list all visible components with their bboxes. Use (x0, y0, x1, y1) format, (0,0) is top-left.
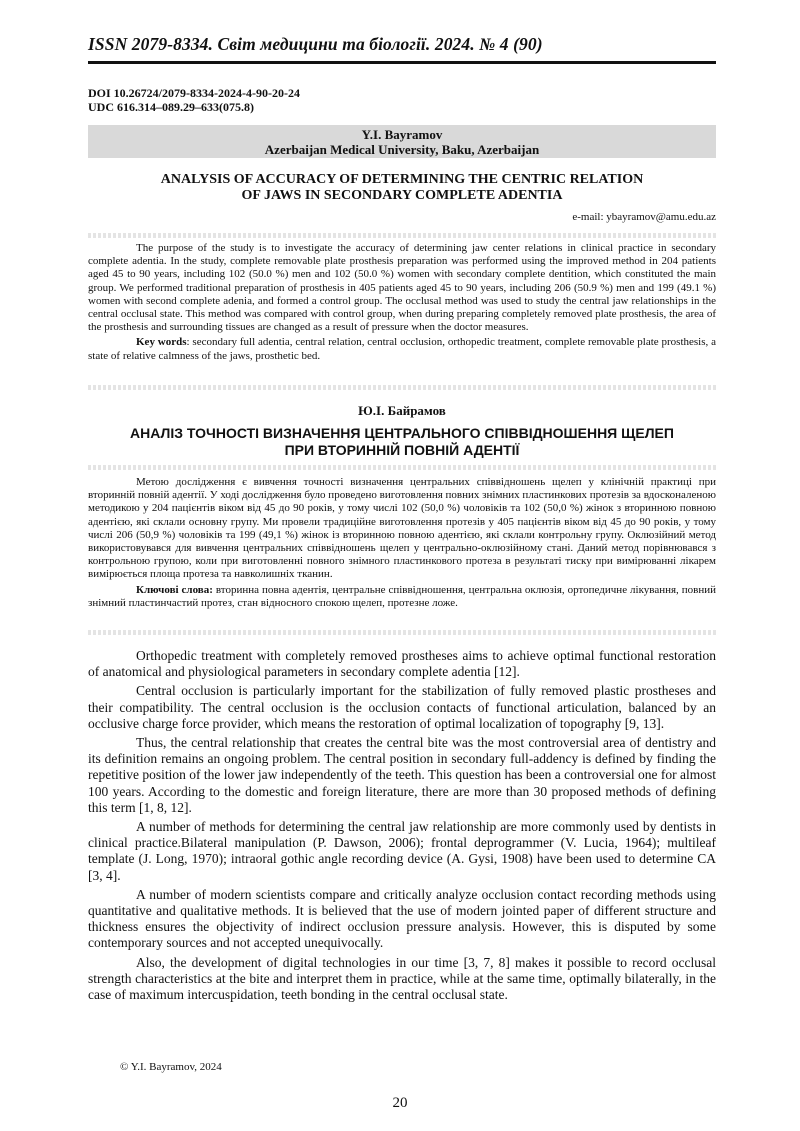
body-paragraph: Central occlusion is particularly important for the stabilization of fully removed plastic prostheses and their compatibility. The central occlusion is the occlusion contacts of functional articulation, balanced by an occlusive charge force provider, which means the restoration of optimal localization of topography [9, 13]. (88, 683, 716, 731)
keywords-en (88, 336, 716, 362)
article-body (88, 648, 716, 1006)
article-title-ua (88, 425, 716, 459)
author-name-en: Y.I. Bayramov (361, 127, 443, 142)
author-block-en (88, 125, 716, 158)
abstract-ua (88, 476, 716, 610)
title-ua-line1: АНАЛІЗ ТОЧНОСТІ ВИЗНАЧЕННЯ ЦЕНТРАЛЬНОГО СПІВВІДНОШЕННЯ ЩЕЛЕП (130, 425, 674, 441)
body-paragraph: Also, the development of digital technologies in our time [3, 7, 8] makes it possible to record occlusal strength characteristics at the bite and interpret them in practice, while at the same time, optimally bilaterally, in the case of maximum intercuspidation, teeth bonding in the central occlusal state. (88, 954, 716, 1003)
journal-header: ISSN 2079-8334. Світ медицини та біології. 2024. № 4 (90) (88, 34, 543, 54)
keywords-ua-label: Ключові слова: (136, 583, 213, 596)
author-affiliation: Azerbaijan Medical University, Baku, Azerbaijan (264, 142, 540, 157)
abstract-en-text: The purpose of the study is to investigate the accuracy of determining jaw center relations in clinical practice in secondary complete adentia. In the study, complete removable plate prosthesis preparation was performed using the improved method in 204 patients aged 45 to 90 years, including 102 (50.0 %) men and 102 (50.0 %) women with secondary complete dentition, which constituted the main group. We performed traditional preparation of prosthesis in 405 patients aged 45 to 90 years, including 206 (50.9 %) men and 199 (49.1 %) women with second complete adenia, and formed a control group. The occlusal method was used to study the central jaw relationships in the central occlusal state. This method was compared with control group, when during preparing completely removed plate prosthesis, the area of the prosthesis and surrounding tissues are changed as a result of pressure when the doctor measures. (88, 242, 716, 334)
body-paragraph: A number of modern scientists compare and critically analyze occlusion contact recording methods using quantitative and qualitative methods. It is believed that the use of modern jointed paper of different structure and thickness ensures the objectivity of indirect occlusion pressure analysis. However, this is disputed by some contemporary sources and not accepted unequivocally. (88, 886, 716, 951)
page-number: 20 (392, 1095, 408, 1111)
copyright-note: © Y.I. Bayramov, 2024 (120, 1061, 222, 1073)
identifiers (88, 86, 300, 114)
body-paragraph: Orthopedic treatment with completely removed prostheses aims to achieve optimal functional restoration of anatomical and physiological parameters in secondary complete adentia [12]. (88, 648, 716, 680)
title-ua-line2: ПРИ ВТОРИННІЙ ПОВНІЙ АДЕНТІЇ (284, 442, 520, 458)
body-paragraph: Thus, the central relationship that creates the central bite was the most controversial area of dentistry and its definition remains an ongoing problem. The central position in secondary full-addency is defined by finding the repetitive position of the lower jaw independently of the teeth. This question has been a controversial one for almost 100 years. According to the domestic and foreign literature, there are more than 30 proposed methods of defining this term [1, 8, 12]. (88, 735, 716, 815)
abstract-en (88, 242, 716, 363)
separator-wave (88, 233, 716, 238)
title-en-line2: OF JAWS IN SECONDARY COMPLETE ADENTIA (241, 188, 563, 203)
author-email[interactable]: e-mail: ybayramov@amu.edu.az (572, 211, 716, 223)
keywords-ua-text: вторинна повна адентія, центральне співвідношення, центральна оклюзія, ортопедичне лікування, повний знімний пластинчастий протез, стан відносного спокою щелеп, протезне ложе. (88, 583, 716, 609)
keywords-en-text: : secondary full adentia, central relation, central occlusion, orthopedic treatment, complete removable plate prosthesis, a state of relative calmness of the jaws, prosthetic bed. (88, 336, 716, 362)
separator-wave (88, 630, 716, 635)
article-title-en (88, 172, 716, 204)
header-rule (88, 61, 716, 64)
keywords-ua (88, 584, 716, 610)
title-en-line1: ANALYSIS OF ACCURACY OF DETERMINING THE CENTRIC RELATION (160, 172, 644, 187)
author-name-ua: Ю.І. Байрамов (358, 403, 446, 418)
udc: UDC 616.314–089.29–633(075.8) (88, 100, 254, 114)
body-paragraph: A number of methods for determining the central jaw relationship are more commonly used by dentists in clinical practice.Bilateral manipulation (P. Dawson, 2006); frontal deprogrammer (V. Lucia, 1964); multileaf template (J. Long, 1970); intraoral gothic angle recording device (A. Gysi, 1908) have been used to determine CA [3, 4]. (88, 819, 716, 883)
separator-wave (88, 465, 716, 470)
separator-wave (88, 385, 716, 390)
keywords-en-label: Key words (136, 336, 187, 349)
doi: DOI 10.26724/2079-8334-2024-4-90-20-24 (88, 86, 300, 100)
abstract-ua-text: Метою дослідження є вивчення точності визначення центральних співвідношень щелеп у клінічній практиці при вторинній повній адентії. У ході дослідження було проведено виготовлення повних знімних пластинкових протезів за вдосконаленою методикою у 204 пацієнтів віком від 45 до 90 років, у тому числі 102 (50,0 %) чоловіків та 102 (50,0 %) жінок з вторинною повною адентією, які склали основну групу. Ми провели традиційне виготовлення протезів у 405 пацієнтів віком від 45 до 90 років, у тому числі 206 (50,9 %) чоловіків та 199 (49,1 %) жінок із вторинною повною адентією, які склали контрольну групу. Оклюзійний метод використовувався для вивчення центральних співвідношень щелеп у центрально-оклюзійному стані. Даний метод порівнювався з контрольною групою, коли при виготовленні повного знімного пластинкового протеза в результаті тиску при вимірюванні лікарем вимірюється площа протеза та навколишніх тканин. (88, 476, 716, 581)
